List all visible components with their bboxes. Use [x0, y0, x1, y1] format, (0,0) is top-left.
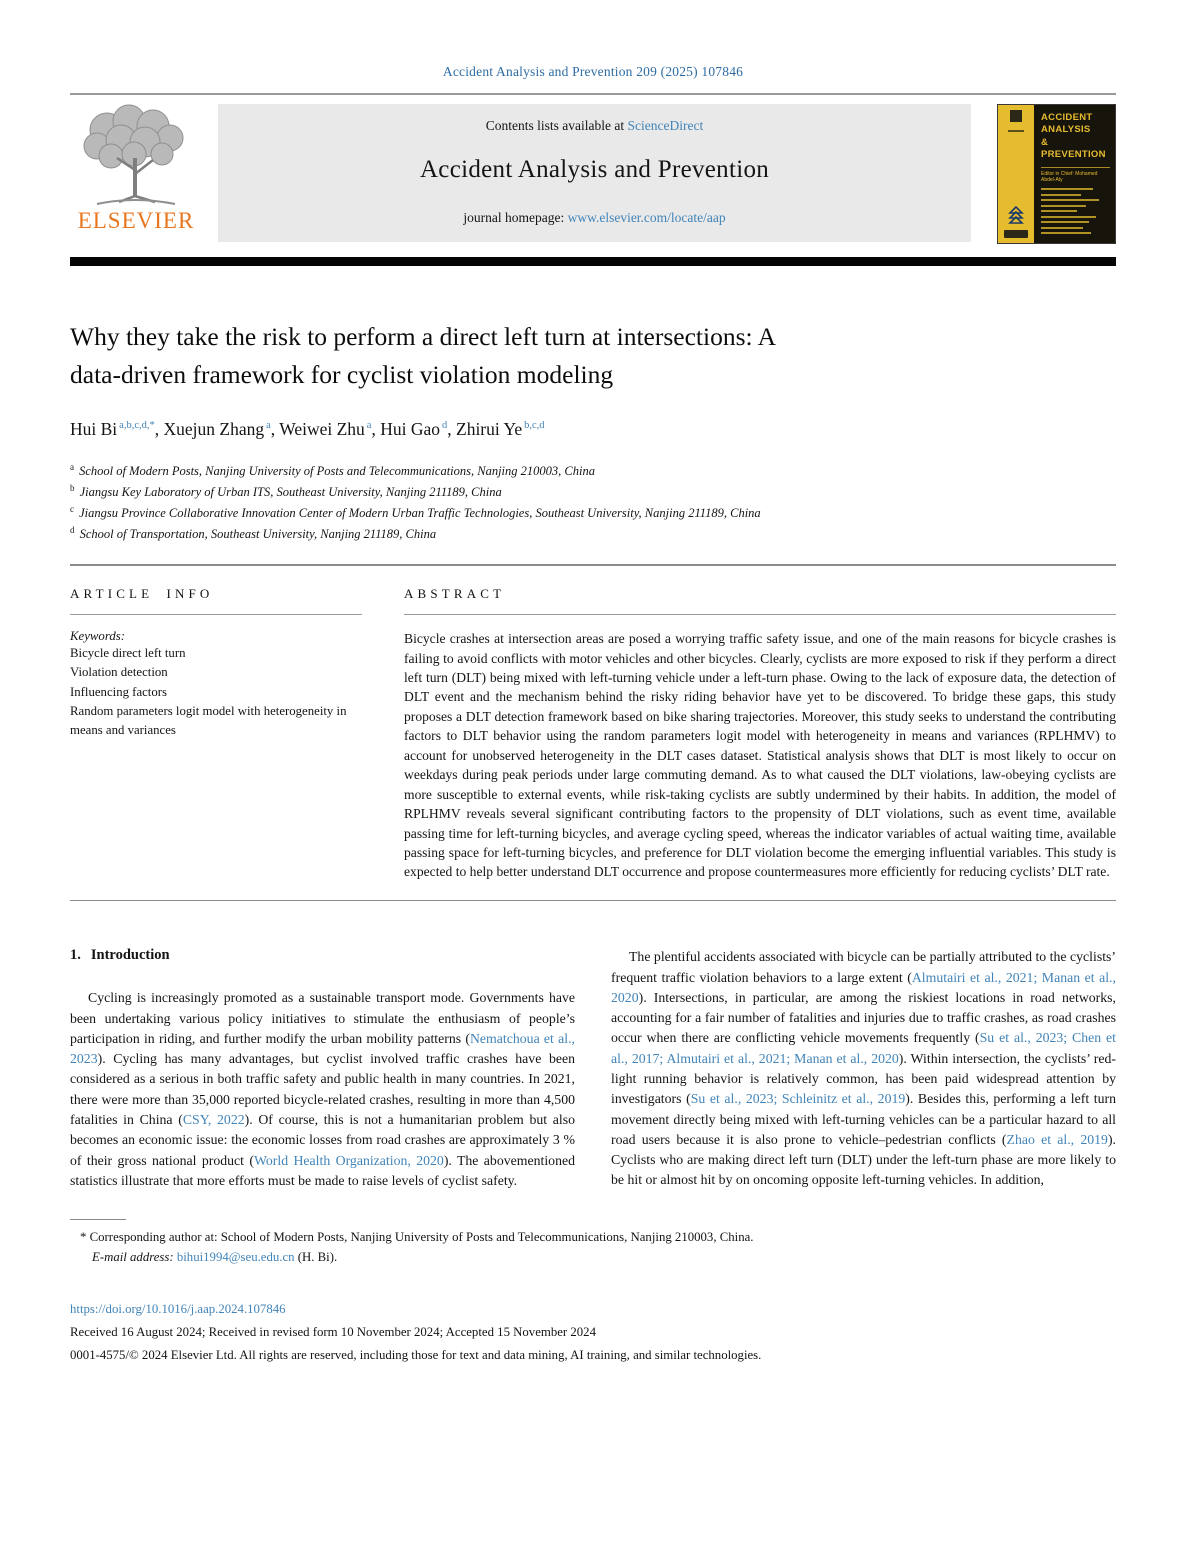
copyright-line: 0001-4575/© 2024 Elsevier Ltd. All rights are reserved, including those for text and data mining, AI training, and similar technologies. — [70, 1347, 762, 1362]
affiliation: $^d$ School of Transportation, Southeast University, Nanjing 211189, China — [70, 524, 437, 542]
keywords-label: Keywords: — [70, 629, 125, 644]
abstract-column — [404, 586, 1116, 882]
cover-yellow-strip — [998, 105, 1034, 243]
cover-issn-bar — [1008, 130, 1024, 132]
journal-citation: Accident Analysis and Prevention 209 (2025) 107846 — [442, 64, 744, 79]
citation-link[interactable]: Almutairi et al., 2021; Manan et al., 2020 — [611, 969, 1116, 1005]
article-info-rule — [70, 614, 362, 615]
corresponding-author-line: * Corresponding author at: School of Modern Posts, Nanjing University of Posts and Telecommunications, Nanjing 210003, China. — [80, 1230, 754, 1245]
citation-link[interactable]: CSY, 2022 — [182, 1112, 245, 1127]
doi-link[interactable]: https://doi.org/10.1016/j.aap.2024.107846 — [70, 1301, 286, 1316]
author-name: Weiwei Zhu $^a$, — [279, 418, 381, 439]
elsevier-logo — [70, 104, 202, 244]
cover-title-line: PREVENTION — [1041, 149, 1106, 161]
journal-cover-thumbnail — [997, 104, 1116, 244]
keyword-item: Bicycle direct left turn — [70, 646, 186, 661]
author-name: Xuejun Zhang $^a$, — [163, 418, 280, 439]
affiliation-list — [70, 460, 1116, 545]
email-link[interactable]: bihui1994@seu.edu.cn — [176, 1249, 295, 1264]
info-abstract-section — [70, 586, 1116, 882]
keyword-item: Influencing factors — [70, 684, 168, 699]
sciencedirect-link[interactable]: ScienceDirect — [627, 118, 704, 133]
author-name: Hui Gao $^d$, — [380, 418, 456, 439]
citation-link[interactable]: Su et al., 2023; Schleinitz et al., 2019 — [690, 1091, 906, 1107]
contents-line: Contents lists available at ScienceDirect — [485, 118, 704, 133]
keyword-item: Violation detection — [70, 665, 168, 680]
corresponding-author-footnote — [70, 1228, 1116, 1268]
journal-homepage-link[interactable]: www.elsevier.com/locate/aap — [567, 210, 726, 225]
affiliation: $^c$ Jiangsu Province Collaborative Innovation Center of Modern Urban Traffic Technologies, Southeast University, Nanjing 211189, China — [70, 503, 761, 520]
abstract-rule — [404, 614, 1116, 615]
cover-sciencedirect-badge — [1004, 230, 1028, 238]
cover-editor-line: Editor in Chief: Mohamed Abdel-Aty — [1041, 167, 1110, 183]
text-run: ). Cyclists who are making direct left turn (DLT) under the left-turn phase are more likely to be hit or almost hit by on oncoming opposite left-turning vehicles. In addition, — [611, 1131, 1116, 1188]
abstract-text: Bicycle crashes at intersection areas are posed a worrying traffic safety issue, and one of the main reasons for bicycle crashes is failing to avoid conflicts with motor vehicles and other bicycles. Clearly, cyclists are more exposed to risk if they perform a direct left turn (DLT) being mixed with left-turning vehicle under a left-turn phase. Owing to the lack of exposure data, the detection of DLT event and the mechanism behind the risky riding behavior have yet to be discovered. To bridge these gaps, this study proposes a DLT detection framework based on bike sharing trajectories. Moreover, this study seeks to understand the contributing factors to DLT behavior using the random parameters logit model with heterogeneity in means and variances (RPLHMV) to account for unobserved heterogeneity in the DLT cases dataset. Statistical analysis shows that DLT is most likely to occur on weekdays during peak periods under large commuting demand. As to what caused the DLT violations, law-obeying cyclists are more susceptible to external events, while risk-taking cyclists are subtly undermined by their habits. In addition, the model of RPLHMV reveals several significant contributing factors to the propensity of DLT violations, such as event time, available passing time for left-turning bicycles, and average cycling speed, whereas the indicator variables of actual waiting time, available passing space for left-turning bicycles, and preference for DLT violation become the emerging influential variables. This study is expected to help better understand DLT occurrence and propose countermeasures more efficiently for reducing cyclists’ DLT rate. — [404, 631, 1116, 880]
introduction-section — [70, 947, 1116, 1191]
cover-title-line: ANALYSIS — [1041, 124, 1091, 136]
article-info-column — [70, 586, 362, 882]
article-title-line1: Why they take the risk to perform a direct left turn at intersections: A — [70, 322, 776, 351]
received-dates-line: Received 16 August 2024; Received in revised form 10 November 2024; Accepted 15 November 2024 — [70, 1324, 596, 1339]
journal-masthead — [218, 104, 971, 242]
abstract-bottom-rule — [70, 900, 1116, 902]
author-affil-sup: b,c,d — [524, 419, 545, 431]
introduction-paragraph — [70, 988, 575, 1191]
article-info-header: ARTICLE INFO — [70, 586, 214, 602]
author-affil-sup: d — [442, 419, 448, 431]
cover-main-panel — [1034, 105, 1115, 243]
text-run: ). Besides this, performing a left turn movement directly being mixed with left-turning vehicles can be a particular hazard to all road users because it is also prone to vehicle–pedestrian conflicts ( — [611, 1091, 1116, 1147]
citation-link[interactable]: World Health Organization, 2020 — [253, 1152, 444, 1168]
author-name: Zhirui Ye $^{b,c,d}$ — [456, 418, 545, 439]
affiliation: $^a$ School of Modern Posts, Nanjing University of Posts and Telecommunications, Nanjing 210003, China — [70, 461, 595, 478]
footnote-rule — [70, 1219, 126, 1220]
email-label: E-mail address: — [92, 1249, 174, 1264]
section-divider-rule — [70, 564, 1116, 566]
abstract-header: ABSTRACT — [404, 586, 506, 602]
article-title — [70, 318, 1116, 395]
text-run: ). The abovementioned statistics illustrate that more efforts must be made to raise levels of cyclist safety. — [70, 1152, 575, 1188]
text-run: The plentiful accidents associated with bicycle can be partially attributed to the cyclists’ frequent traffic violation behaviors to a large extent ( — [611, 949, 1116, 985]
citation-link[interactable]: Zhao et al., 2019 — [1006, 1131, 1108, 1147]
text-run: ). Cycling has many advantages, but cyclist involved traffic crashes have been considered as a serious in both traffic safety and public health in many countries. In 2021, there were more than 35,000 reported bicycle-related crashes, resulting in more than 4,500 fatalities in China ( — [70, 1051, 575, 1127]
journal-title: Accident Analysis and Prevention — [419, 156, 770, 183]
footnote-marker: * — [80, 1230, 87, 1245]
text-run: ). Of course, this is not a humanitarian problem but also becomes an economic issue: the economic losses from road crashes are approximately 3 % of their gross national product ( — [70, 1112, 575, 1168]
cover-title-line: & — [1041, 136, 1049, 148]
cover-title-line: ACCIDENT — [1041, 112, 1093, 123]
citation-link[interactable]: Su et al., 2023; Chen et al., 2017; Almutairi et al., 2021; Manan et al., 2020 — [611, 1030, 1116, 1066]
elsevier-tree-icon — [77, 104, 195, 210]
footer-meta — [70, 1298, 1116, 1367]
introduction-left-column — [70, 947, 575, 1191]
introduction-right-column — [611, 947, 1116, 1191]
text-run: ). Within intersection, the cyclists’ red-light running behavior is relatively common, has been paid widespread attention by investigators ( — [611, 1050, 1117, 1107]
introduction-paragraph — [611, 947, 1116, 1190]
author-affil-sup: a,b,c,d,* — [119, 419, 155, 431]
keyword-item: Random parameters logit model with heterogeneity in means and variances — [70, 703, 347, 737]
header-top-rule — [70, 93, 1116, 95]
author-affil-sup: a — [366, 419, 372, 431]
cover-tree-icon — [1007, 206, 1025, 226]
cover-topic-bars — [1041, 188, 1110, 234]
cover-publisher-mark — [1010, 110, 1022, 122]
article-title-line2: data-driven framework for cyclist violation modeling — [70, 360, 614, 390]
homepage-line: journal homepage: www.elsevier.com/locate/aap — [463, 210, 726, 225]
email-line — [70, 1248, 1116, 1268]
header-black-bar — [70, 257, 1116, 266]
elsevier-wordmark: ELSEVIER — [77, 208, 195, 233]
citation-link[interactable]: Nematchoua et al., 2023 — [70, 1030, 575, 1067]
affiliation: $^b$ Jiangsu Key Laboratory of Urban ITS, Southeast University, Nanjing 211189, China — [70, 482, 502, 499]
author-affil-sup: a — [266, 419, 271, 431]
email-suffix: (H. Bi). — [297, 1249, 338, 1264]
text-run: Cycling is increasingly promoted as a sustainable transport mode. Governments have been undertaking various policy initiatives to stimulate the enthusiasm of people’s participation in riding, and further modify the urban mobility patterns ( — [70, 990, 575, 1046]
masthead-row — [70, 104, 1116, 244]
text-run: ). Intersections, in particular, are among the riskiest locations in road networks, accounting for a fair number of fatalities and injuries due to traffic crashes, as road crashes occur when there are conflicting vehicle movements frequently ( — [611, 989, 1116, 1046]
author-list — [70, 419, 1116, 440]
author-name: Hui Bi $^{a,b,c,d,*}$, — [70, 418, 164, 439]
section-heading-introduction: 1. Introduction — [70, 947, 170, 964]
